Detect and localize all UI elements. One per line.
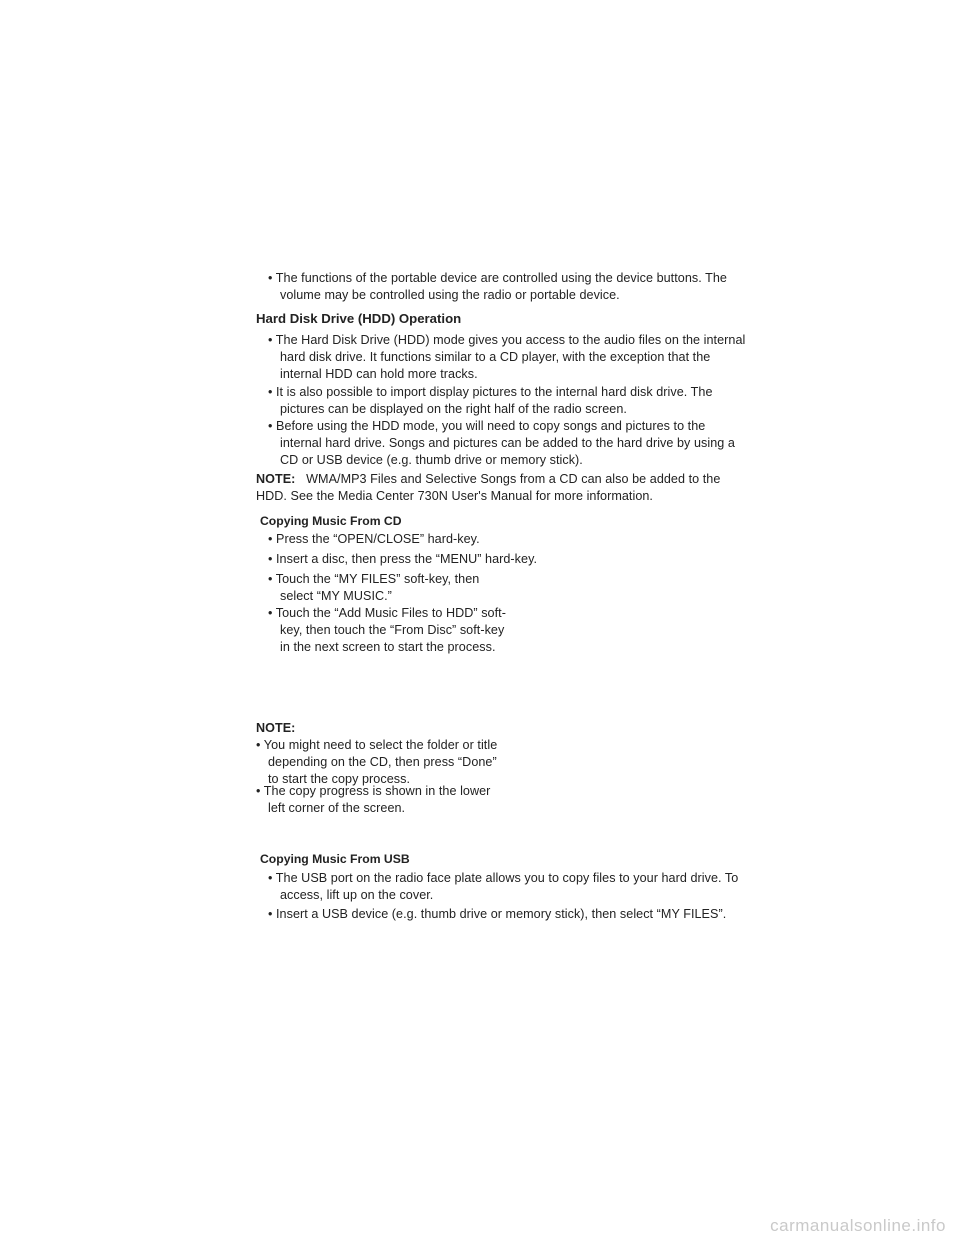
hdd-note-label: NOTE: [256,472,296,486]
hdd-bullet-3: • Before using the HDD mode, you will need to copy songs and pictures to the internal hard drive. Songs and pictures can be added to the hard drive by using a CD or USB device (e.g. thumb drive or memory stick). [268,419,735,467]
copy-usb-heading: Copying Music From USB [260,852,410,866]
note-block-bullet-1: • You might need to select the folder or title depending on the CD, then press “Done” to start the copy process. [256,738,498,786]
copy-usb-bullet-2: • Insert a USB device (e.g. thumb drive or memory stick), then select “MY FILES”. [268,907,727,921]
hdd-note [256,471,740,505]
hdd-section-heading: Hard Disk Drive (HDD) Operation [256,311,462,326]
hdd-bullet-2: • It is also possible to import display pictures to the internal hard disk drive. The pictures can be displayed on the right half of the radio screen. [268,385,713,416]
copy-usb-bullet-1: • The USB port on the radio face plate allows you to copy files to your hard drive. To access, lift up on the cover. [268,871,739,902]
note-block-label: NOTE: [256,721,296,735]
copy-cd-bullet-4: • Touch the “Add Music Files to HDD” soft-key, then touch the “From Disc” soft-key in the next screen to start the process. [268,606,506,654]
copy-cd-bullet-2: • Insert a disc, then press the “MENU” hard-key. [268,552,538,566]
site-watermark: carmanualsonline.info [770,1216,946,1235]
copy-cd-heading: Copying Music From CD [260,514,402,528]
intro-bullet: • The functions of the portable device are controlled using the device buttons. The volume may be controlled using the radio or portable device. [268,271,727,302]
hdd-bullet-1: • The Hard Disk Drive (HDD) mode gives you access to the audio files on the internal hard disk drive. It functions similar to a CD player, with the exception that the internal HDD can hold more tracks. [268,333,746,381]
copy-cd-bullet-3: • Touch the “MY FILES” soft-key, then select “MY MUSIC.” [268,572,480,603]
hdd-note-text: WMA/MP3 Files and Selective Songs from a CD can also be added to the HDD. See the Media Center 730N User's Manual for more information. [256,472,721,503]
copy-cd-bullet-1: • Press the “OPEN/CLOSE” hard-key. [268,532,480,546]
note-block-bullet-2: • The copy progress is shown in the lower left corner of the screen. [256,784,491,815]
